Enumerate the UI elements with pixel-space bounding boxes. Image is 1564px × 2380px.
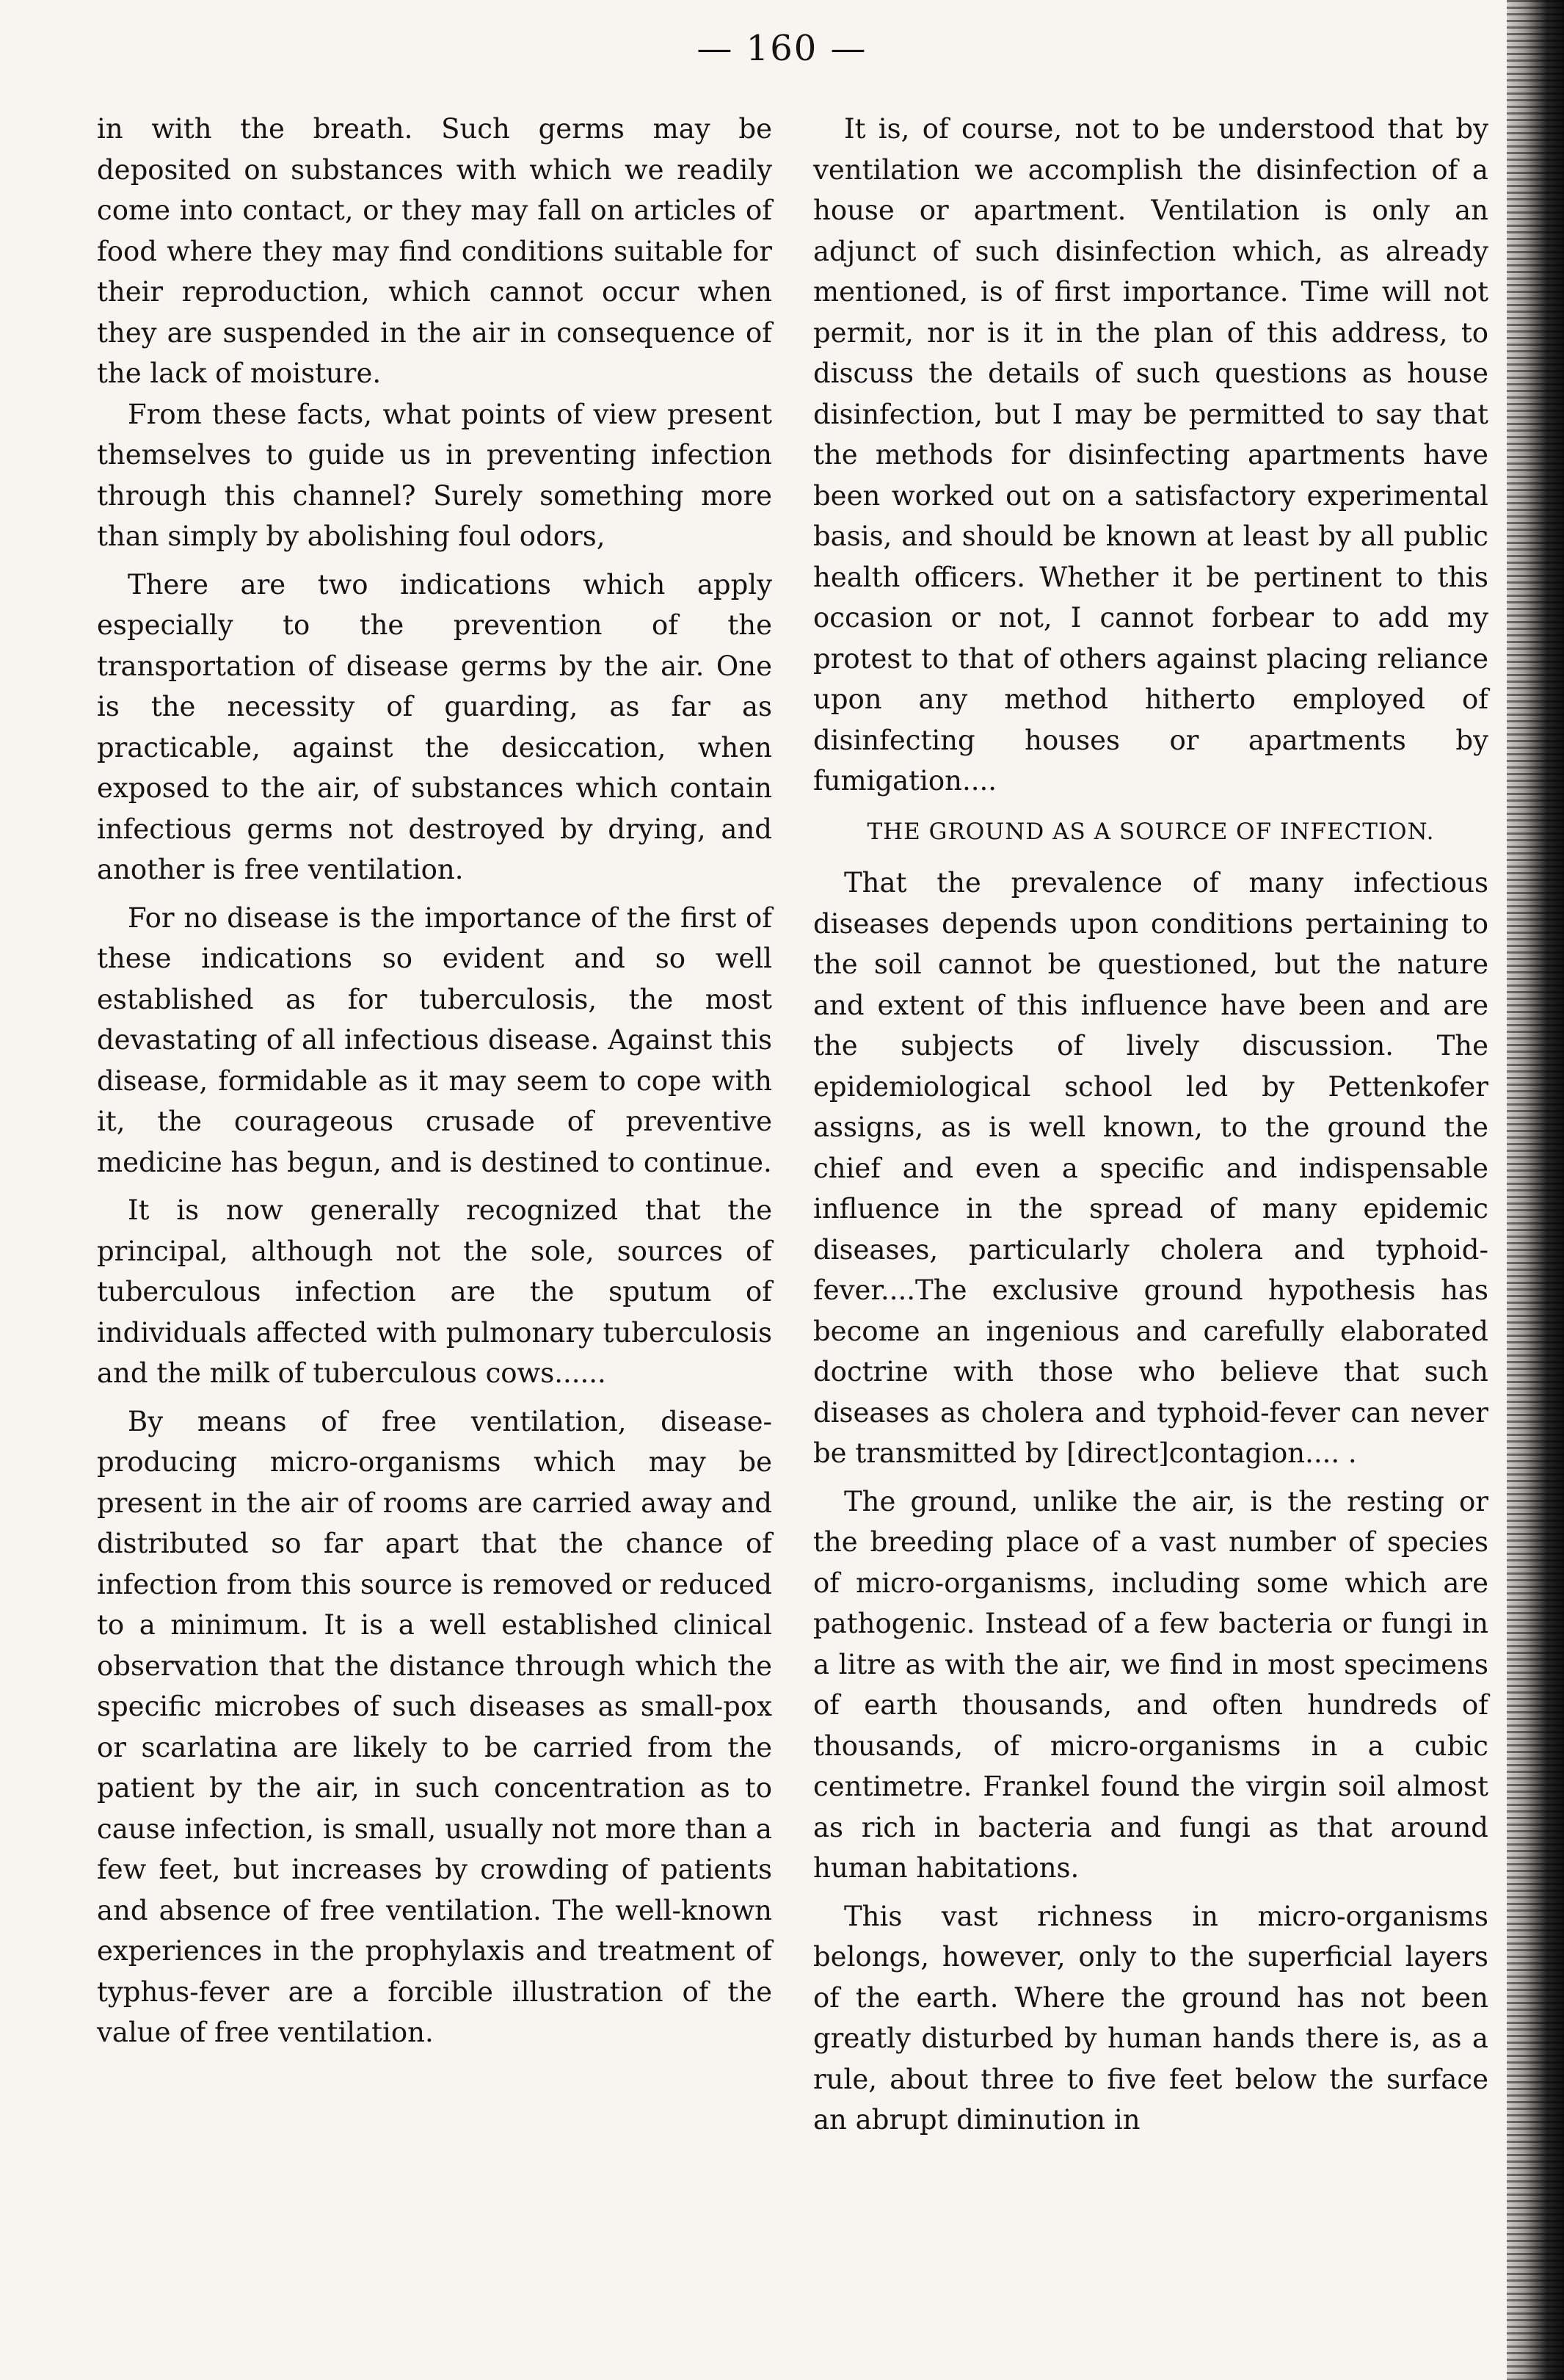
right-column — [813, 109, 1488, 2141]
page-binding-edge — [1507, 0, 1564, 2380]
paragraph: There are two indications which apply especially to the prevention of the transportation of disease germs by the air. One is the necessity of guarding, as far as practicable, against the desiccation, when exposed to the air, of substances which contain infectious germs not destroyed by drying, and another is free ventilation. — [97, 568, 772, 885]
paragraph: This vast richness in micro-organisms belongs, however, only to the superficial layers of the earth. Where the ground has not been greatly disturbed by human hands there is, as a rule, about three to five feet below the surface an abrupt diminution in — [813, 1900, 1488, 2136]
paragraph: By means of free ventilation, disease-producing micro-organisms which may be present in the air of rooms are carried away and distributed so far apart that the chance of infection from this source is removed or reduced to a minimum. It is a well established clinical observation that the distance through which the specific microbes of such diseases as small-pox or scarlatina are likely to be carried from the patient by the air, in such concentration as to cause infection, is small, usually not more than a few feet, but increases by crowding of patients and absence of free ventilation. The well-known experiences in the prophylaxis and treatment of typhus-fever are a forcible illustration of the value of free ventilation. — [97, 1405, 772, 2048]
paragraph: For no disease is the importance of the first of these indications so evident and so well established as for tuberculosis, the most devastating of all infectious disease. Against this disease, formidable as it may seem to cope with it, the courageous crusade of preventive medicine has begun, and is destined to continue. — [97, 901, 772, 1178]
left-column — [97, 109, 772, 2053]
page-number: — 160 — — [696, 28, 868, 69]
paragraph: That the prevalence of many infectious diseases depends upon conditions pertaining to the soil cannot be questioned, but the nature and extent of this influence have been and are the subjects of lively discussion. The epidemiological school led by Pettenkofer assigns, as is well known, to the ground the chief and even a specific and indispensable influence in the spread of many epidemic diseases, particularly cholera and typhoid-fever....The exclusive ground hypothesis has become an ingenious and carefully elaborated doctrine with those who believe that such diseases as cholera and typhoid-fever can never be transmitted by [direct]contagion.... . — [813, 867, 1488, 1469]
paragraph: From these facts, what points of view present themselves to guide us in preventing infection through this channel? Surely something more than simply by abolishing foul odors, — [97, 398, 772, 552]
paragraph: The ground, unlike the air, is the resting or the breeding place of a vast number of species of micro-organisms, including some which are pathogenic. Instead of a few bacteria or fungi in a litre as with the air, we find in most specimens of earth thousands, and often hundreds of thousands, of micro-organisms in a cubic centimetre. Frankel found the virgin soil almost as rich in bacteria and fungi as that around human habitations. — [813, 1485, 1488, 1884]
paragraph: It is, of course, not to be understood that by ventilation we accomplish the disinfection of a house or apartment. Ventilation is only an adjunct of such disinfection which, as already mentioned, is of first importance. Time will not permit, nor is it in the plan of this address, to discuss the details of such questions as house disinfection, but I may be permitted to say that the methods for disinfecting apartments have been worked out on a satisfactory experimental basis, and should be known at least by all public health officers. Whether it be pertinent to this occasion or not, I cannot forbear to add my protest to that of others against placing reliance upon any method hitherto employed of disinfecting houses or apartments by fumigation.... — [813, 113, 1488, 797]
paragraph: in with the breath. Such germs may be deposited on substances with which we readily come into contact, or they may fall on articles of food where they may find conditions suitable for their reproduction, which cannot occur when they are suspended in the air in consequence of the lack of moisture. — [97, 113, 772, 389]
paragraph: It is now generally recognized that the principal, although not the sole, sources of tuberculous infection are the sputum of individuals affected with pulmonary tuberculosis and the milk of tuberculous cows...... — [97, 1194, 772, 1389]
section-heading: THE GROUND AS A SOURCE OF INFECTION. — [867, 818, 1435, 845]
